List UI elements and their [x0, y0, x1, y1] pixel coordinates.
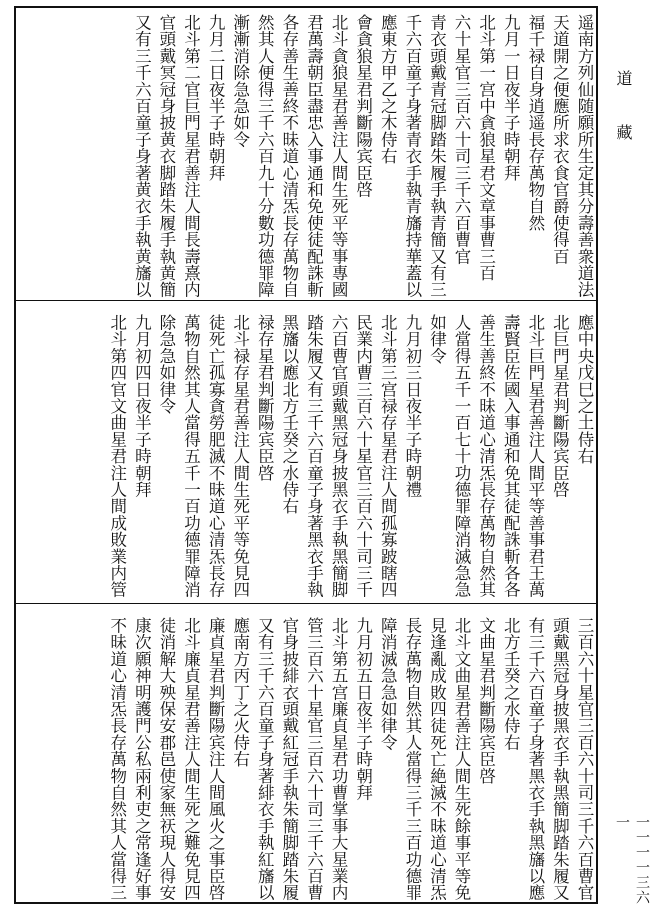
text-column: 北巨門星君判斷陽宾臣啓 [550, 314, 570, 498]
text-column: 文曲星君判斷陽宾臣啓 [476, 617, 496, 784]
text-column: 廉貞星君判斷陽宾注人間風火之事臣啓 [206, 617, 226, 901]
text-column: 九月一日夜半子時朝拜 [501, 14, 521, 181]
text-column: 九月初三日夜半子時朝禮 [402, 314, 422, 498]
text-column: 應東方甲乙之木侍右 [378, 14, 398, 165]
register-divider [14, 603, 598, 604]
text-column: 禄存星君判斷陽宾臣啓 [255, 314, 275, 481]
text-column: 北斗巨門星君善注人間平等善事君王萬 [525, 314, 545, 598]
text-column: 應中央戊巳之土侍右 [575, 314, 594, 465]
text-column: 各存善生善終不昧道心清炁長存萬物自 [279, 14, 299, 298]
text-column: 九月初四日夜半子時朝拜 [132, 314, 152, 498]
text-column: 北斗文曲星君善注人間生死餘事平等免 [452, 617, 472, 901]
text-column: 遥南方列仙随願所生定其分壽善衆道法 [575, 14, 594, 298]
text-column: 六十星官三百六十司三千六百曹官 [452, 14, 472, 265]
text-column: 萬物自然其人當得五千一百功德罪障消 [181, 314, 201, 598]
page-number: 一一一一三六一 [614, 815, 650, 905]
text-column: 北斗廉貞星君善注人間生死之難免見四 [181, 617, 201, 901]
text-column: 北斗貪狼星君善注人間生死平等事專國 [329, 14, 349, 298]
text-column: 會貪狼星君判斷陽宾臣啓 [353, 14, 373, 198]
text-column: 然其人便得三千六百九十分數功德罪障 [255, 14, 275, 298]
text-column: 又有三千六百童子身著緋衣手執紅旛以 [255, 617, 275, 901]
text-column: 北斗禄存星君善注人間生死平等免見四 [230, 314, 250, 598]
text-column: 民業内曹三百六十星官三百六十司三千 [353, 314, 373, 598]
text-column: 北方壬癸之水侍右 [501, 617, 521, 751]
text-column: 管三百六十星官三百六十司三千六百曹 [304, 617, 324, 901]
text-column: 官頭戴冥冠身披黄衣脚踏朱履手執黄簡 [156, 14, 176, 298]
text-column: 北斗第一宫中貪狼星君文章事曹三百 [476, 14, 496, 282]
text-column: 見逢亂成敗四徒死亡絶滅不昧道心清炁 [427, 617, 447, 901]
text-column: 徒死亡孤寡貪勞肥滅不昧道心清炁長存 [206, 314, 226, 598]
text-column: 福千禄自身逍遥長存萬物自然 [525, 14, 545, 232]
text-column: 北斗第三宫禄存星君注人間孤寡跛瞎四 [378, 314, 398, 598]
text-column: 頭戴黑冠身披黑衣手執黑簡脚踏朱履又 [550, 617, 570, 901]
text-column: 九月二日夜半子時朝拜 [206, 14, 226, 181]
text-column: 善生善終不昧道心清炁長存萬物自然其 [476, 314, 496, 598]
text-column: 除急急如律令 [156, 314, 176, 415]
text-column: 障消滅急急如律令 [378, 617, 398, 751]
text-column: 北斗第四官文曲星君注人間成敗業内管 [107, 314, 127, 598]
text-column: 北斗第二官巨門星君善注人間長壽熹内 [181, 14, 201, 298]
text-column: 青衣頭戴青冠脚踏朱履手執青簡又有三 [427, 14, 447, 298]
text-register-bottom [16, 611, 596, 901]
text-column: 九月初五日夜半子時朝拜 [353, 617, 373, 801]
text-column: 壽賢臣佐國入事通和免其徒配誅斬各各 [501, 314, 521, 598]
text-column: 天道開之便應所求衣食官爵使得百 [550, 14, 570, 265]
margin-title: 道藏 [614, 70, 633, 178]
text-column: 徒消解大殃保安郡邑使家無祆現人得安 [156, 617, 176, 901]
text-column: 黑旛以應北方壬癸之水侍右 [279, 314, 299, 515]
text-column: 千六百童子身著青衣手執青旛持華蓋以 [402, 14, 422, 298]
text-column: 不昧道心清炁長存萬物自然其人當得三 [107, 617, 127, 901]
text-column: 有三千六百童子身著黑衣手執黑旛以應 [525, 617, 545, 901]
text-register-top [16, 8, 596, 298]
text-column: 君萬壽朝臣盡忠入事通和免使徒配誅斬 [304, 14, 324, 298]
text-column: 官身披緋衣頭戴紅冠手執朱簡脚踏朱履 [279, 617, 299, 901]
text-column: 六百曹官頭戴黑冠身披黑衣手執黑簡脚 [329, 314, 349, 598]
text-column: 康次願神明護門公私兩利吏之常逢好事 [132, 617, 152, 901]
text-column: 三百六十星官三百六十司三千六百曹官 [575, 617, 594, 901]
text-column: 踏朱履又有三千六百童子身著黑衣手執 [304, 314, 324, 598]
text-column: 漸漸消除急急如令 [230, 14, 250, 148]
text-register-middle [16, 308, 596, 598]
text-column: 如律令 [427, 314, 447, 365]
text-column: 又有三千六百童子身著黄衣手執黄旛以 [132, 14, 152, 298]
register-divider [14, 300, 598, 301]
text-column: 人當得五千一百七十功德罪障消滅急急 [452, 314, 472, 598]
text-column: 應南方丙丁之火侍右 [230, 617, 250, 768]
text-column: 長存萬物自然其人當得三千三百功德罪 [402, 617, 422, 901]
text-column: 北斗第五宫廉貞星君功曹掌事大星業内 [329, 617, 349, 901]
